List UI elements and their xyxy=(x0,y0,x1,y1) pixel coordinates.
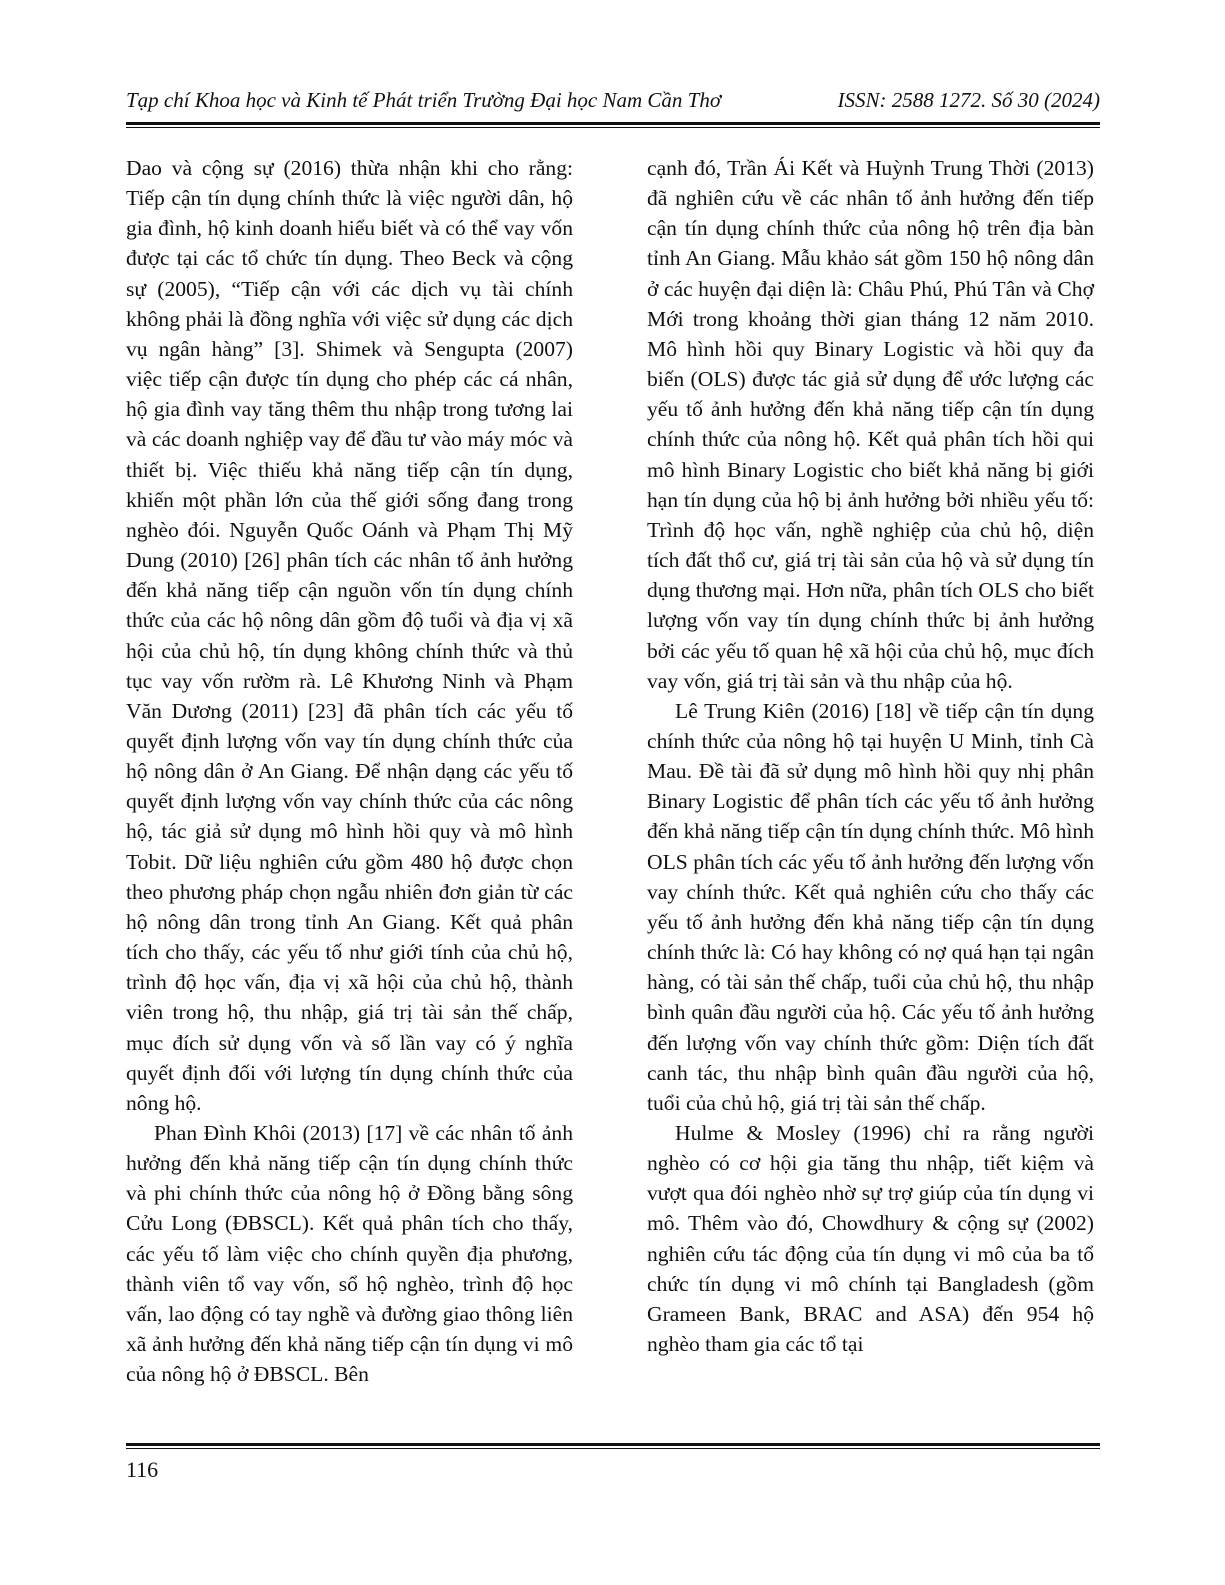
running-header xyxy=(126,88,1100,120)
left-column xyxy=(126,153,573,1389)
paragraph: Phan Đình Khôi (2013) [17] về các nhân tố ảnh hưởng đến khả năng tiếp cận tín dụng chính thức và phi chính thức của nông hộ ở Đồng bằng sông Cửu Long (ĐBSCL). Kết quả phân tích cho thấy, các yếu tố làm việc cho chính quyền địa phương, thành viên tổ vay vốn, sổ hộ nghèo, trình độ học vấn, lao động có tay nghề và đường giao thông liên xã ảnh hưởng đến khả năng tiếp cận tín dụng vi mô của nông hộ ở ĐBSCL. Bên xyxy=(126,1121,573,1387)
page-number: 116 xyxy=(126,1457,159,1482)
paragraph: Dao và cộng sự (2016) thừa nhận khi cho rằng: Tiếp cận tín dụng chính thức là việc người dân, hộ gia đình, hộ kinh doanh hiểu biết và có thể vay vốn được tại các tổ chức tín dụng. Theo Beck và cộng sự (2005), “Tiếp cận với các dịch vụ tài chính không phải là đồng nghĩa với việc sử dụng các dịch vụ ngân hàng” [3]. Shimek và Sengupta (2007) việc tiếp cận được tín dụng cho phép các cá nhân, hộ gia đình vay tăng thêm thu nhập trong tương lai và các doanh nghiệp vay để đầu tư vào máy móc và thiết bị. Việc thiếu khả năng tiếp cận tín dụng, khiến một phần lớn của thế giới sống đang trong nghèo đói. Nguyễn Quốc Oánh và Phạm Thị Mỹ Dung (2010) [26] phân tích các nhân tố ảnh hưởng đến khả năng tiếp cận nguồn vốn tín dụng chính thức của các hộ nông dân gồm độ tuổi và địa vị xã hội của chủ hộ, tín dụng không chính thức và thủ tục vay vốn rườm rà. Lê Khương Ninh và Phạm Văn Dương (2011) [23] đã phân tích các yếu tố quyết định lượng vốn vay tín dụng chính thức của hộ nông dân ở An Giang. Để nhận dạng các yếu tố quyết định lượng vốn vay chính thức của các nông hộ, tác giả sử dụng mô hình hồi quy và mô hình Tobit. Dữ liệu nghiên cứu gồm 480 hộ được chọn theo phương pháp chọn ngẫu nhiên đơn giản từ các hộ nông dân trong tỉnh An Giang. Kết quả phân tích cho thấy, các yếu tố như giới tính của chủ hộ, trình độ học vấn, địa vị xã hội của chủ hộ, thành viên trong hộ, thu nhập, giá trị tài sản thế chấp, mục đích sử dụng vốn và số lần vay có ý nghĩa quyết định đối với lượng tín dụng chính thức của nông hộ. xyxy=(126,156,573,1115)
header-rule xyxy=(126,122,1100,128)
footer-rule xyxy=(126,1443,1100,1449)
paragraph: Hulme & Mosley (1996) chỉ ra rằng người nghèo có cơ hội gia tăng thu nhập, tiết kiệm và vượt qua đói nghèo nhờ sự trợ giúp của tín dụng vi mô. Thêm vào đó, Chowdhury & cộng sự (2002) nghiên cứu tác động của tín dụng vi mô của ba tổ chức tín dụng vi mô chính tại Bangladesh (gồm Grameen Bank, BRAC and ASA) đến 954 hộ nghèo tham gia các tổ tại xyxy=(647,1121,1094,1357)
journal-title: Tạp chí Khoa học và Kinh tế Phát triển Trường Đại học Nam Cần Thơ xyxy=(126,88,722,112)
right-column xyxy=(647,153,1094,1359)
issn-issue: ISSN: 2588 1272. Số 30 (2024) xyxy=(837,88,1100,112)
paragraph: Lê Trung Kiên (2016) [18] về tiếp cận tín dụng chính thức của nông hộ tại huyện U Minh, tỉnh Cà Mau. Đề tài đã sử dụng mô hình hồi quy nhị phân Binary Logistic để phân tích các yếu tố ảnh hưởng đến khả năng tiếp cận tín dụng chính thức. Mô hình OLS phân tích các yếu tố ảnh hưởng đến lượng vốn vay chính thức. Kết quả nghiên cứu cho thấy các yếu tố ảnh hưởng đến khả năng tiếp cận tín dụng chính thức là: Có hay không có nợ quá hạn tại ngân hàng, có tài sản thế chấp, tuổi của chủ hộ, thu nhập bình quân đầu người của hộ. Các yếu tố ảnh hưởng đến lượng vốn vay chính thức gồm: Diện tích đất canh tác, thu nhập bình quân đầu người của hộ, tuổi của chủ hộ, giá trị tài sản thế chấp. xyxy=(647,698,1094,1115)
paragraph: cạnh đó, Trần Ái Kết và Huỳnh Trung Thời (2013) đã nghiên cứu về các nhân tố ảnh hưởng đến tiếp cận tín dụng chính thức của nông hộ trên địa bàn tỉnh An Giang. Mẫu khảo sát gồm 150 hộ nông dân ở các huyện đại diện là: Châu Phú, Phú Tân và Chợ Mới trong khoảng thời gian tháng 12 năm 2010. Mô hình hồi quy Binary Logistic và hồi quy đa biến (OLS) được tác giả sử dụng để ước lượng các yếu tố ảnh hưởng đến khả năng tiếp cận tín dụng chính thức của nông hộ. Kết quả phân tích hồi qui mô hình Binary Logistic cho biết khả năng bị giới hạn tín dụng của hộ bị ảnh hưởng bởi nhiều yếu tố: Trình độ học vấn, nghề nghiệp của chủ hộ, diện tích đất thổ cư, giá trị tài sản của hộ và sử dụng tín dụng thương mại. Hơn nữa, phân tích OLS cho biết lượng vốn vay tín dụng chính thức bị ảnh hưởng bởi các yếu tố quan hệ xã hội của chủ hộ, mục đích vay vốn, giá trị tài sản và thu nhập của hộ. xyxy=(647,156,1094,693)
